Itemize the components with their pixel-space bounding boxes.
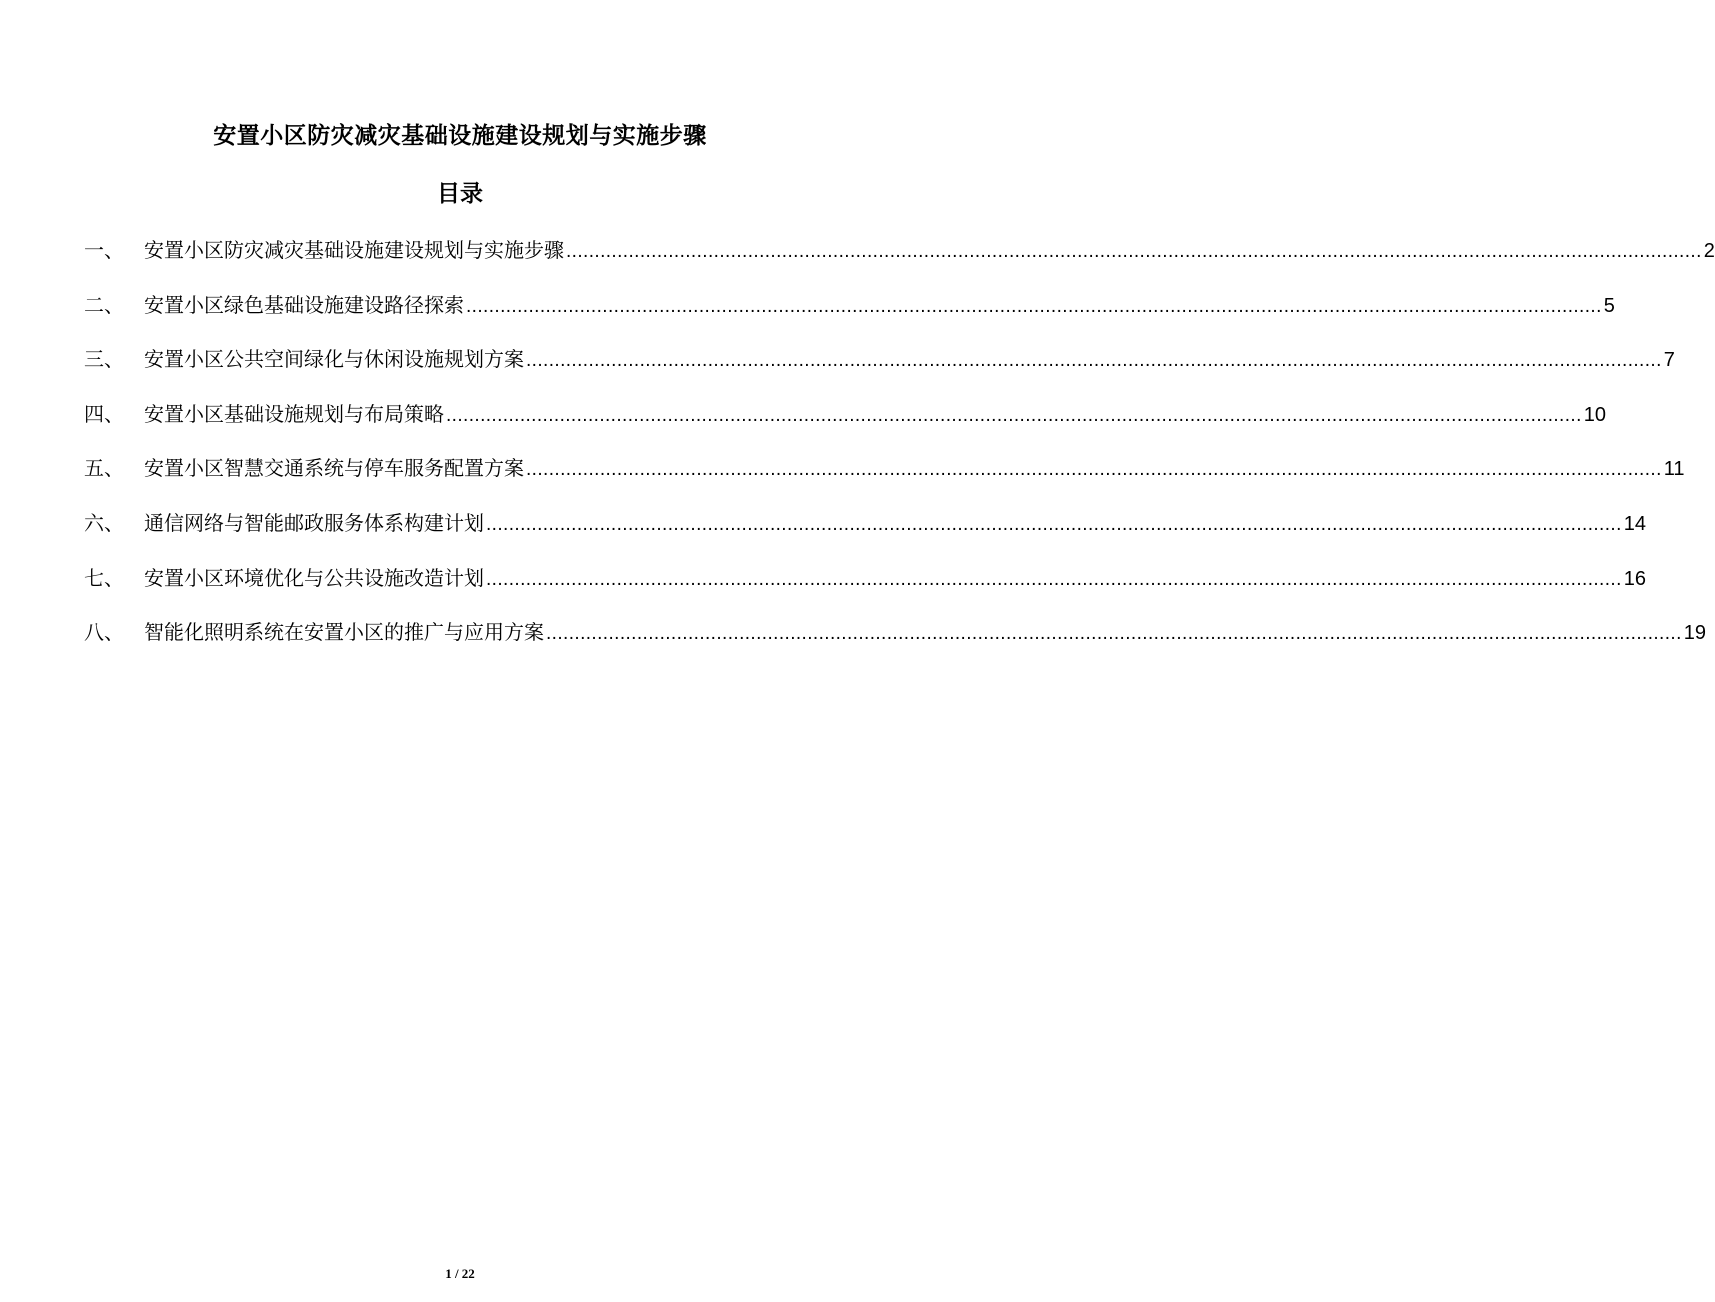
- page-number-footer: 1 / 22: [445, 1266, 475, 1281]
- toc-entry-title: 安置小区智慧交通系统与停车服务配置方案: [144, 456, 524, 481]
- toc-entry[interactable]: [84, 450, 1685, 505]
- toc-dot-leader: ........................................................................................................................................................................................................: [486, 568, 1622, 590]
- toc-entry-page: 10: [1583, 403, 1607, 426]
- toc-entry[interactable]: [84, 614, 1707, 669]
- toc-entry-number: 五、: [84, 456, 124, 481]
- toc-entry-number: 二、: [84, 292, 124, 317]
- toc-entry[interactable]: [84, 341, 1675, 396]
- toc-entry-number: 三、: [84, 347, 124, 372]
- toc-dot-leader: ........................................................................................................................................................................................................: [526, 459, 1662, 481]
- toc-entry-page: 7: [1663, 349, 1675, 372]
- toc-dot-leader: ........................................................................................................................................................................................................: [546, 623, 1682, 645]
- toc-entry-title: 安置小区绿色基础设施建设路径探索: [144, 292, 464, 317]
- toc-entry-title: 通信网络与智能邮政服务体系构建计划: [144, 510, 484, 535]
- toc-entry-number: 七、: [84, 565, 124, 590]
- toc-entry-number: 一、: [84, 238, 124, 262]
- toc-entry[interactable]: [84, 287, 1615, 342]
- table-of-contents: [84, 232, 1715, 669]
- toc-entry[interactable]: [84, 560, 1647, 615]
- toc-entry-page: 16: [1623, 567, 1647, 590]
- toc-entry-title: 安置小区基础设施规划与布局策略: [144, 401, 444, 426]
- toc-entry-number: 六、: [84, 510, 124, 535]
- toc-entry-title: 安置小区环境优化与公共设施改造计划: [144, 565, 484, 590]
- toc-entry-page: 11: [1663, 458, 1685, 481]
- toc-entry-page: 5: [1603, 294, 1615, 317]
- toc-entry[interactable]: [84, 232, 1715, 287]
- toc-heading: 目录: [437, 181, 483, 207]
- document-title: 安置小区防灾减灾基础设施建设规划与实施步骤: [213, 123, 707, 149]
- toc-dot-leader: ........................................................................................................................................................................................................: [486, 513, 1622, 535]
- toc-entry-page: 19: [1683, 622, 1707, 645]
- toc-entry-title: 安置小区防灾减灾基础设施建设规划与实施步骤: [144, 238, 564, 262]
- toc-dot-leader: ........................................................................................................................................................................................................: [446, 404, 1582, 426]
- toc-entry-page: 14: [1623, 512, 1647, 535]
- toc-entry-number: 四、: [84, 401, 124, 426]
- toc-entry-title: 智能化照明系统在安置小区的推广与应用方案: [144, 620, 544, 645]
- toc-dot-leader: ........................................................................................................................................................................................................: [466, 295, 1602, 317]
- toc-entry[interactable]: [84, 396, 1607, 451]
- toc-entry-page: 2: [1703, 240, 1715, 262]
- toc-entry[interactable]: [84, 505, 1647, 560]
- toc-dot-leader: ........................................................................................................................................................................................................: [526, 350, 1662, 372]
- toc-entry-title: 安置小区公共空间绿化与休闲设施规划方案: [144, 347, 524, 372]
- toc-dot-leader: ........................................................................................................................................................................................................: [566, 241, 1702, 262]
- toc-entry-number: 八、: [84, 620, 124, 645]
